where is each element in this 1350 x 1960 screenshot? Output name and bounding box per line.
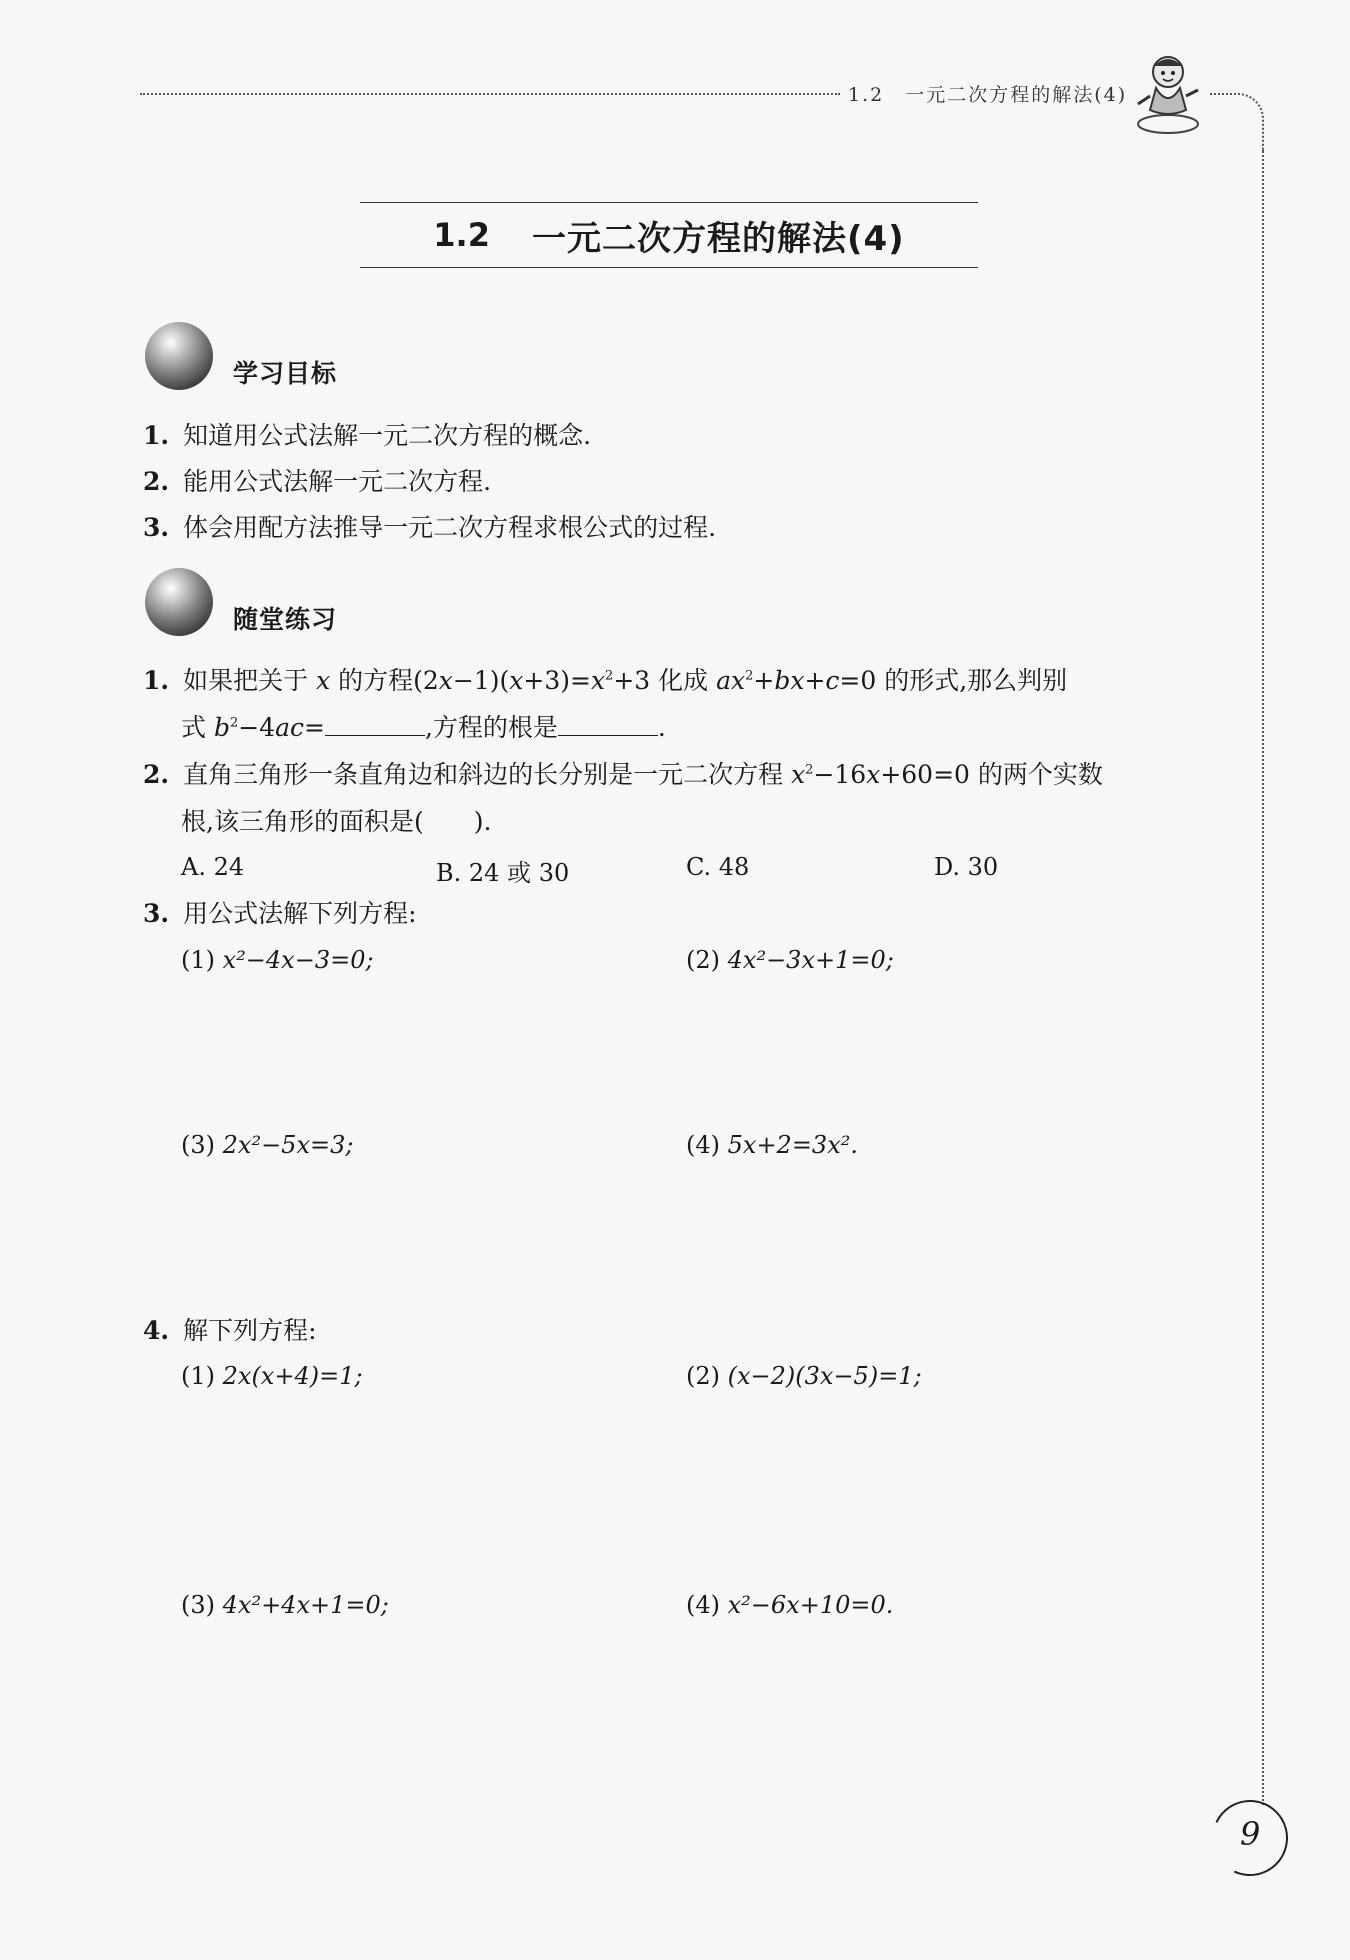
section-ball-icon [145,322,213,390]
q3-part-2: (2) 4x²−3x+1=0; [686,946,894,974]
q4-part-4: (4) x²−6x+10=0. [686,1591,894,1619]
chapter-title [360,202,978,268]
section-globe-icon [145,568,213,636]
header-corner-rule [1210,93,1264,153]
title-number: 1.2 [433,216,490,254]
q3-part-4: (4) 5x+2=3x². [686,1131,858,1159]
q3-part-3: (3) 2x²−5x=3; [181,1131,354,1159]
objective-2: 2. 能用公式法解一元二次方程. [143,467,492,496]
section-heading-objectives: 学习目标 [233,359,338,388]
objective-1: 1. 知道用公式法解一元二次方程的概念. [143,421,592,450]
q4-part-1: (1) 2x(x+4)=1; [181,1362,363,1390]
q4-part-3: (3) 4x²+4x+1=0; [181,1591,389,1619]
question-3: 3. 用公式法解下列方程: [143,899,417,928]
option-c[interactable]: C. 48 [686,853,750,881]
q3-part-1: (1) x²−4x−3=0; [181,946,374,974]
page-number: 9 [1240,1815,1261,1853]
title-text: 一元二次方程的解法(4) [531,218,905,259]
question-2-line-1: 2. 直角三角形一条直角边和斜边的长分别是一元二次方程 $x^2-16x+60=0$ 的两个实数 [143,760,1103,789]
option-a[interactable]: A. 24 [181,853,245,881]
question-1-line-2: 式 $b^2-4ac=$ ,方程的根是 . [181,713,666,742]
option-d[interactable]: D. 30 [934,853,999,881]
header-rule [140,93,840,95]
section-heading-practice: 随堂练习 [233,605,338,634]
answer-blank-discriminant[interactable] [325,713,425,736]
question-1-line-1: 1. 如果把关于 x 的方程$(2x-1)(x+3)=x^2+3$ 化成 $ax^2+bx+c=0$ 的形式,那么判别 [143,666,1068,695]
running-title: 1.2 一元二次方程的解法(4) [848,84,1128,106]
objective-3: 3. 体会用配方法推导一元二次方程求根公式的过程. [143,513,717,542]
mascot-illustration [1130,48,1206,138]
q4-part-2: (2) (x−2)(3x−5)=1; [686,1362,922,1390]
question-4: 4. 解下列方程: [143,1316,317,1345]
option-b[interactable]: B. 24 或 30 [436,859,570,887]
side-rule [1262,150,1264,1805]
answer-blank-roots[interactable] [558,713,658,736]
question-2-line-2: 根,该三角形的面积是( ). [181,807,492,836]
